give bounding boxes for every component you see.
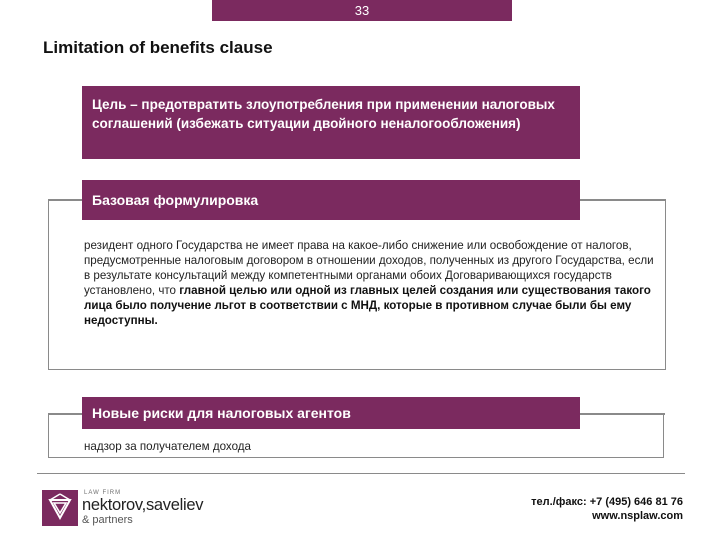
contact-website[interactable]: www.nsplaw.com <box>592 510 683 522</box>
goal-box <box>82 86 580 159</box>
new-risks-header <box>82 397 580 429</box>
basic-wording-frame-top-left <box>48 199 82 201</box>
slide-title: Limitation of benefits clause <box>43 38 273 57</box>
logo-firm-name: nektorov,saveliev <box>82 496 204 514</box>
basic-wording-text-bold: главной целью или одной из главных целей создания или существования такого лица было получение льгот в соответствии с МНД, которые в противном случае были бы ему недоступны. <box>84 284 651 327</box>
page-number-bar <box>212 0 512 21</box>
basic-wording-header <box>82 180 580 220</box>
contact-phone: тел./факс: +7 (495) 646 81 76 <box>531 496 683 508</box>
firm-logo-icon <box>42 490 78 526</box>
basic-wording-text <box>84 238 662 328</box>
footer-divider <box>37 473 685 474</box>
new-risks-frame-top-right <box>580 413 665 415</box>
new-risks-header-label: Новые риски для налоговых агентов <box>92 405 351 421</box>
new-risks-frame-top-left <box>48 413 82 415</box>
logo-partners: & partners <box>82 514 133 526</box>
new-risks-text: надзор за получателем дохода <box>84 440 251 453</box>
page-number: 33 <box>354 3 370 18</box>
basic-wording-frame-top-right <box>580 199 665 201</box>
basic-wording-text-regular: резидент одного Государства не имеет права на какое-либо снижение или освобождение от налогов, предусмотренные налоговым договором в отношении доходов, полученных из другого Государства, если в результате консультаций между компетентными органами обоих Договаривающихся государств установлено, что <box>84 239 654 297</box>
goal-text: Цель – предотвратить злоупотребления при применении налоговых соглашений (избежать ситуации двойного неналогообложения) <box>92 97 555 131</box>
logo-law-firm: LAW FIRM <box>84 490 122 496</box>
basic-wording-header-label: Базовая формулировка <box>92 192 259 208</box>
